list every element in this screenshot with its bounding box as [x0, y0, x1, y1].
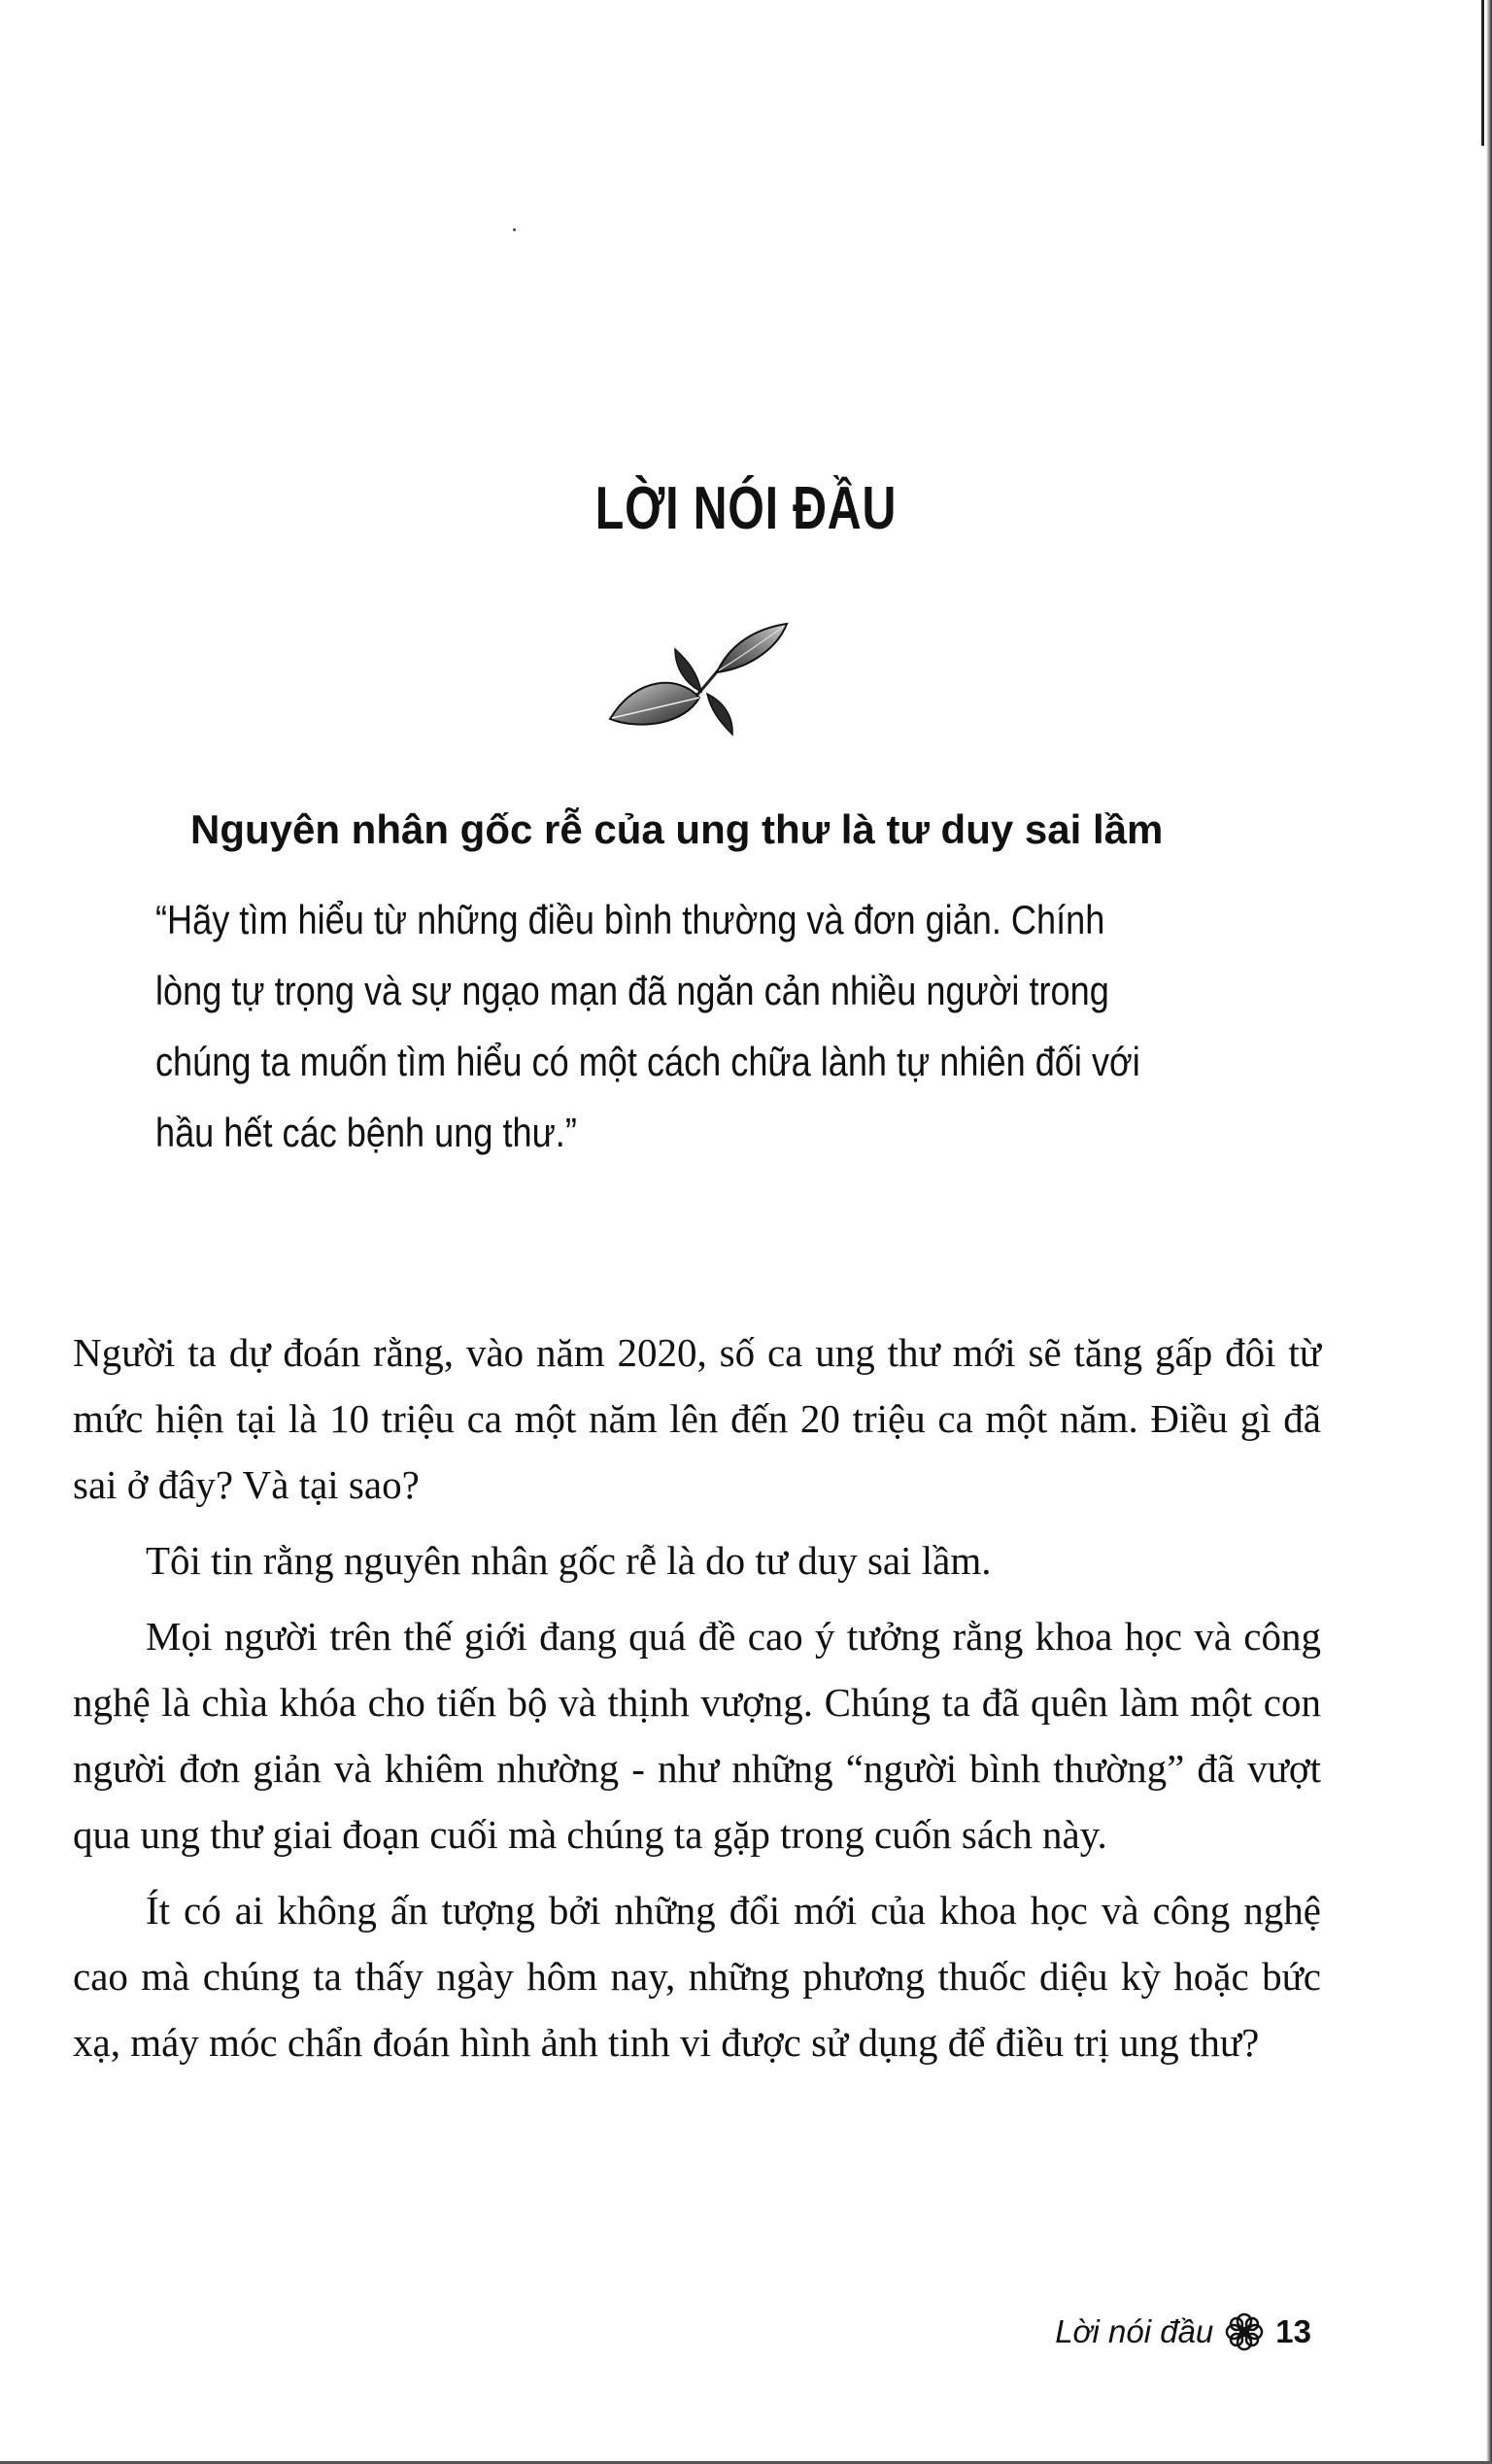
paragraph: Mọi người trên thế giới đang quá đề cao ý tưởng rằng khoa học và công nghệ là chìa khóa cho tiến bộ và thịnh vượng. Chúng ta đã quên làm một con người đơn giản và khiêm nhường - như những “người bình thường” đã vượt qua ung thư giai đoạn cuối mà chúng ta gặp trong cuốn sách này. — [73, 1614, 1321, 1857]
paragraph: Tôi tin rằng nguyên nhân gốc rễ là do tư duy sai lầm. — [146, 1538, 992, 1583]
paragraph: Ít có ai không ấn tượng bởi những đổi mới của khoa học và công nghệ cao mà chúng ta thấy ngày hôm nay, những phương thuốc diệu kỳ hoặc bức xạ, máy móc chẩn đoán hình ảnh tinh vi được sử dụng để điều trị ung thư? — [73, 1888, 1321, 2065]
quote-text: “Hãy tìm hiểu từ những điều bình thường và đơn giản. Chính lòng tự trọng và sự ngạo mạn đã ngăn cản nhiều người trong chúng ta muốn tìm hiểu có một cách chữa lành tự nhiên đối với hầu hết các bệnh ung thư.” — [155, 897, 1140, 1155]
page-footer — [1055, 2310, 1311, 2353]
body-text — [73, 1319, 1321, 2085]
scan-edge-mark — [1481, 0, 1484, 146]
leaf-sprig-icon — [602, 622, 797, 738]
paragraph: Người ta dự đoán rằng, vào năm 2020, số ca ung thư mới sẽ tăng gấp đôi từ mức hiện tại là 10 triệu ca một năm lên đến 20 triệu ca một năm. Điều gì đã sai ở đây? Và tại sao? — [73, 1330, 1321, 1507]
page-number: 13 — [1275, 2313, 1311, 2349]
scan-edge-right — [1486, 0, 1492, 2464]
scan-speck — [513, 228, 516, 231]
chapter-title: LỜI NÓI ĐẦU — [594, 475, 898, 542]
running-head: Lời nói đầu — [1055, 2313, 1214, 2349]
quote-heading: Nguyên nhân gốc rễ của ung thư là tư duy sai lầm — [190, 806, 1164, 852]
flower-icon — [1223, 2310, 1266, 2353]
